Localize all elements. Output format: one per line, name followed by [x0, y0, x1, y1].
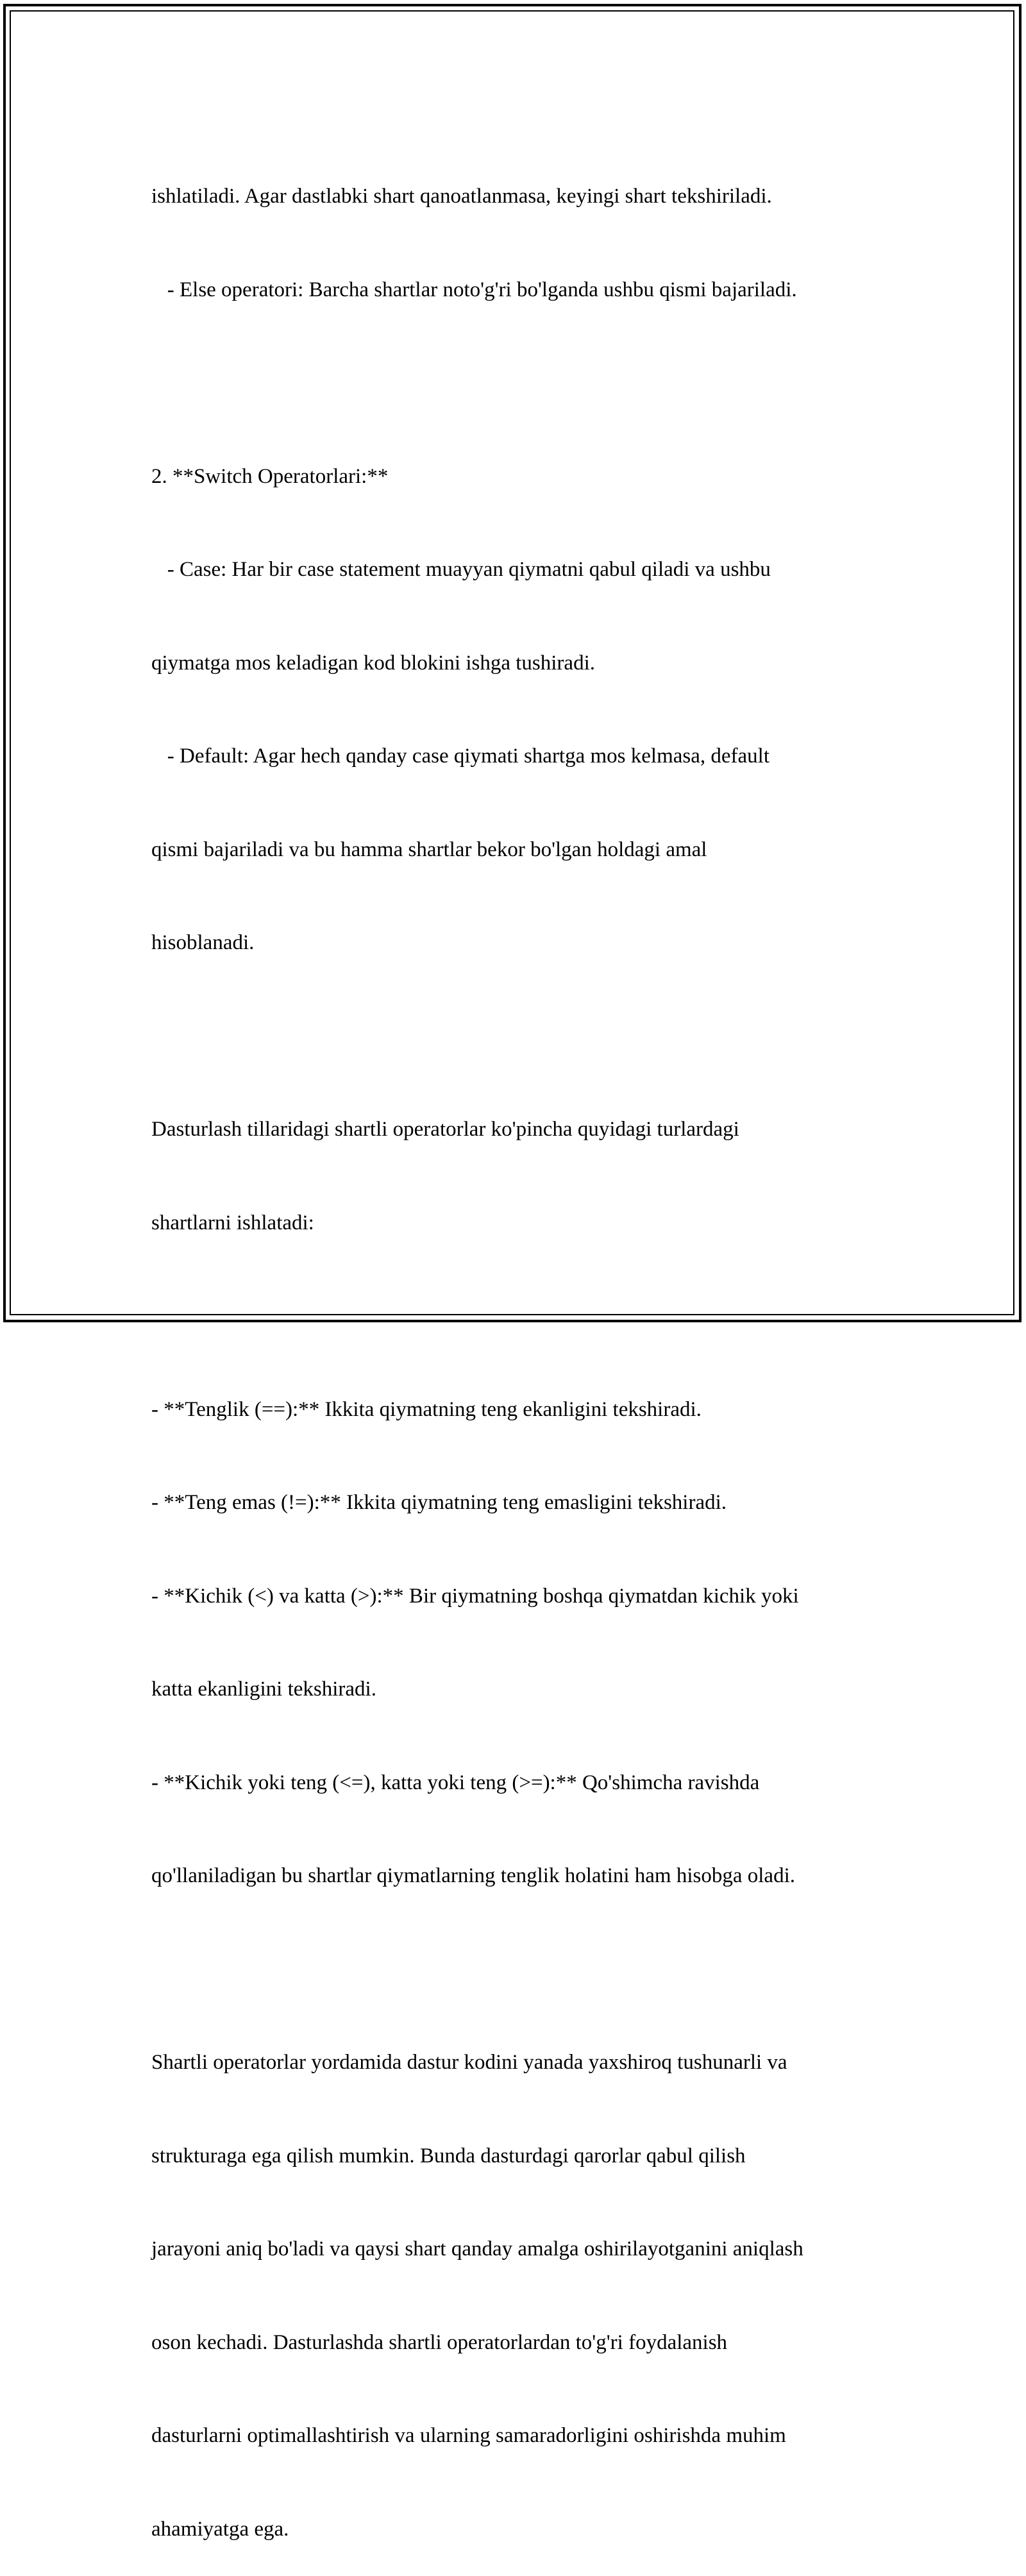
text-line: oson kechadi. Dasturlashda shartli operatorlardan to'g'ri foydalanish: [151, 2330, 728, 2354]
text-line: katta ekanligini tekshiradi.: [151, 1678, 376, 1701]
text-line: qo'llaniladigan bu shartlar qiymatlarning tenglik holatini ham hisobga oladi.: [151, 1864, 795, 1887]
text-line: qismi bajariladi va bu hamma shartlar bekor bo'lgan holdagi amal: [151, 838, 707, 861]
list-item: - **Kichik yoki teng (<=), katta yoki teng (>=):** Qo'shimcha ravishda: [151, 1771, 760, 1794]
text-line: - Case: Har bir case statement muayyan qiymatni qabul qiladi va ushbu: [151, 558, 771, 581]
text-line: ishlatiladi. Agar dastlabki shart qanoatlanmasa, keyingi shart tekshiriladi.: [151, 185, 772, 208]
text-line: dasturlarni optimallashtirish va ularning samaradorligini oshirishda muhim: [151, 2424, 786, 2447]
list-item: - **Kichik (<) va katta (>):** Bir qiymatning boshqa qiymatdan kichik yoki: [151, 1584, 799, 1608]
document-body: [151, 119, 908, 2576]
text-line: ahamiyatga ega.: [151, 2517, 289, 2541]
blank-line: [151, 1021, 908, 1052]
blank-line: [151, 1954, 908, 1985]
text-line: jarayoni aniq bo'ladi va qaysi shart qanday amalga oshirilayotganini aniqlash: [151, 2237, 803, 2260]
text-line: - Default: Agar hech qanday case qiymati shartga mos kelmasa, default: [151, 745, 770, 768]
list-item: - **Tenglik (==):** Ikkita qiymatning teng ekanligini tekshiradi.: [151, 1397, 702, 1421]
text-line: Dasturlash tillaridagi shartli operatorlar ko'pincha quyidagi turlardagi: [151, 1118, 739, 1141]
blank-line: [151, 1301, 908, 1332]
text-line: shartlarni ishlatadi:: [151, 1211, 314, 1234]
text-line: - Else operatori: Barcha shartlar noto'g'ri bo'lganda ushbu qismi bajariladi.: [151, 278, 797, 301]
text-line: strukturaga ega qilish mumkin. Bunda dasturdagi qarorlar qabul qilish: [151, 2144, 746, 2168]
blank-line: [151, 367, 908, 399]
section-heading: 2. **Switch Operatorlari:**: [151, 464, 389, 488]
text-line: Shartli operatorlar yordamida dastur kodini yanada yaxshiroq tushunarli va: [151, 2051, 787, 2074]
text-line: qiymatga mos keladigan kod blokini ishga tushiradi.: [151, 651, 595, 675]
text-line: hisoblanadi.: [151, 931, 255, 954]
list-item: - **Teng emas (!=):** Ikkita qiymatning teng emasligini tekshiradi.: [151, 1491, 727, 1514]
